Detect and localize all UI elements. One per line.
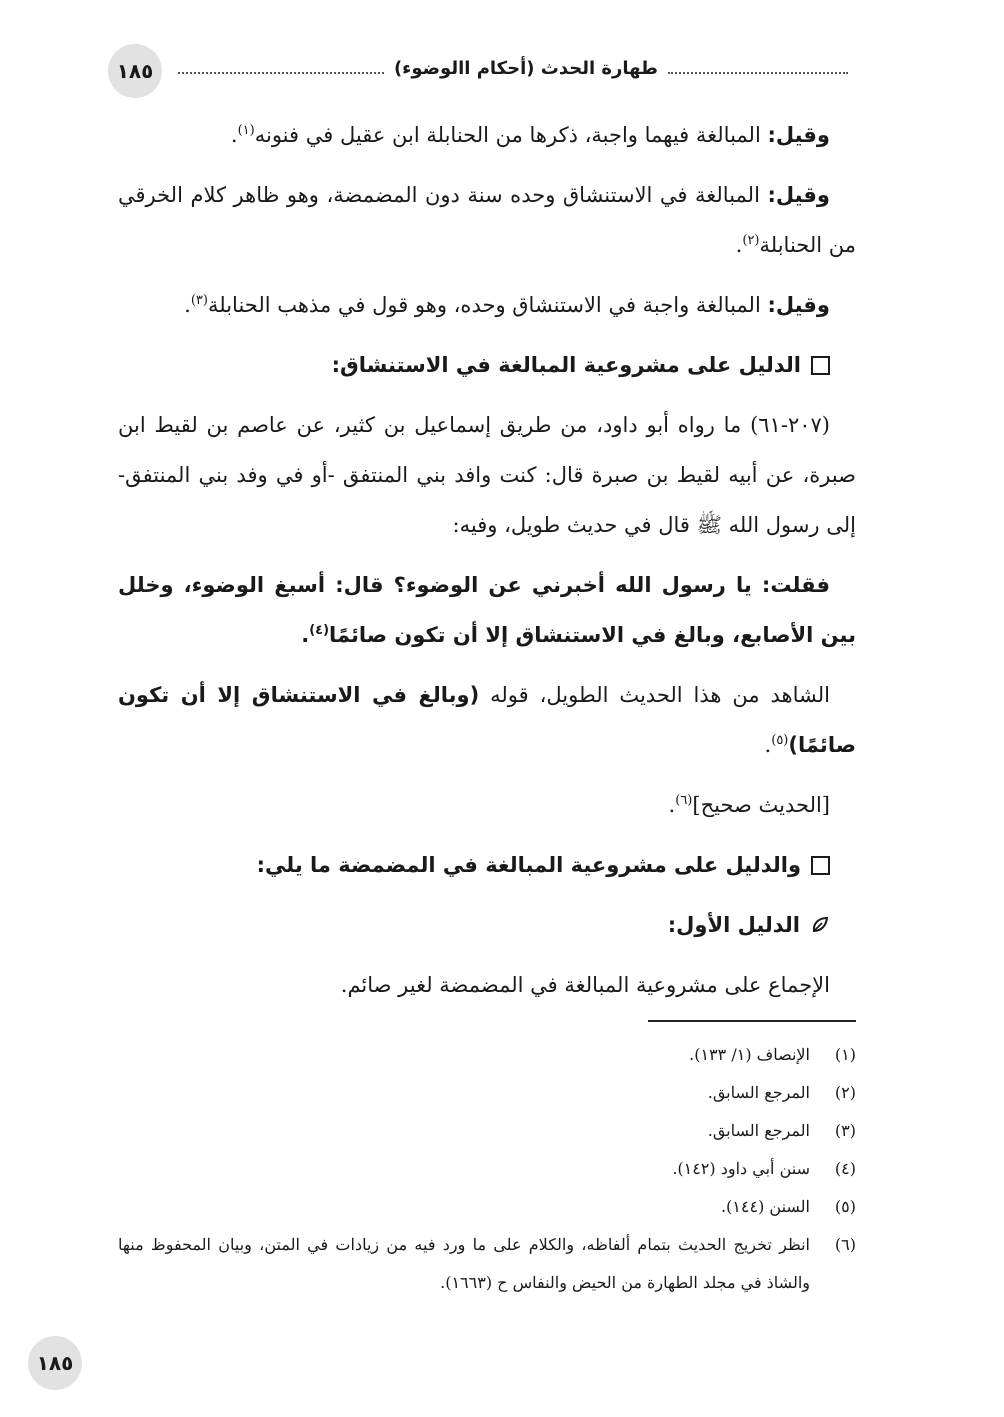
footnote-text: السنن (١٤٤). bbox=[720, 1197, 810, 1216]
paragraph-end: . bbox=[764, 733, 772, 757]
footnote-number: (٥) bbox=[834, 1197, 856, 1216]
checkbox-square-icon bbox=[811, 356, 830, 375]
paragraph-text: الإجماع على مشروعية المبالغة في المضمضة لغير صائم. bbox=[340, 973, 830, 997]
paragraph-text: [الحديث صحيح] bbox=[692, 793, 830, 817]
footnote-text: سنن أبي داود (١٤٢). bbox=[672, 1159, 810, 1178]
footnote-ref[interactable]: (٥) bbox=[771, 733, 789, 748]
footnote-item bbox=[118, 1112, 856, 1150]
header-title-row bbox=[108, 58, 848, 79]
footnote-ref[interactable]: (٢) bbox=[742, 233, 760, 248]
paragraph-lead: وقيل: bbox=[767, 183, 830, 207]
leaf-ornament-icon bbox=[810, 915, 830, 935]
paragraph-end: . bbox=[735, 233, 743, 257]
paragraph-text: الشاهد من هذا الحديث الطويل، قوله bbox=[479, 683, 830, 707]
paragraph-text: المبالغة في الاستنشاق وحده سنة دون المضمضة، وهو ظاهر كلام الخرقي من الحنابلة bbox=[118, 183, 856, 257]
footnote-ref[interactable]: (٦) bbox=[675, 793, 693, 808]
paragraph-end: . bbox=[301, 623, 310, 647]
paragraph-hadith-chain bbox=[118, 400, 856, 550]
heading-text: الدليل على مشروعية المبالغة في الاستنشاق: bbox=[331, 353, 801, 377]
paragraph-hadith-text bbox=[118, 560, 856, 660]
running-header bbox=[108, 44, 848, 98]
footnote-text: المرجع السابق. bbox=[707, 1121, 810, 1140]
header-dotted-leader-left bbox=[178, 72, 384, 74]
paragraph-3 bbox=[118, 280, 856, 330]
footnote-ref[interactable]: (٣) bbox=[190, 293, 208, 308]
paragraph-2 bbox=[118, 170, 856, 270]
paragraph-text: فقلت: يا رسول الله أخبرني عن الوضوء؟ قال: أسبغ الوضوء، وخلل بين الأصابع، وبالغ في الاستنشاق إلا أن تكون صائمًا bbox=[118, 573, 856, 647]
footnote-number: (١) bbox=[834, 1045, 856, 1064]
footnote-number: (٦) bbox=[834, 1235, 856, 1254]
paragraph-lead: وقيل: bbox=[767, 123, 830, 147]
paragraph-lead: وقيل: bbox=[767, 293, 830, 317]
footnote-item bbox=[118, 1036, 856, 1074]
header-dotted-leader-right bbox=[668, 72, 848, 74]
paragraph-end: . bbox=[668, 793, 676, 817]
footnote-item bbox=[118, 1074, 856, 1112]
heading-text: الدليل الأول: bbox=[667, 913, 800, 937]
footnote-text: انظر تخريج الحديث بتمام ألفاظه، والكلام على ما ورد فيه من زيادات في المتن، وبيان المحفوظ منها والشاذ في مجلد الطهارة من الحيض والنفاس ح (١٦٦٣). bbox=[118, 1235, 810, 1292]
quoted-phrase: (وبالغ في الاستنشاق إلا أن تكون صائمًا) bbox=[118, 683, 856, 757]
footnote-ref[interactable]: (٤) bbox=[309, 623, 330, 638]
footnote-number: (٤) bbox=[834, 1159, 856, 1178]
paragraph-grading bbox=[118, 780, 856, 830]
footnotes bbox=[118, 1036, 856, 1302]
paragraph-ijma bbox=[118, 960, 856, 1010]
footnote-item bbox=[118, 1226, 856, 1302]
paragraph-end: . bbox=[230, 123, 238, 147]
footnote-text: الإنصاف (١/ ١٣٣). bbox=[689, 1045, 810, 1064]
heading-text: والدليل على مشروعية المبالغة في المضمضة ما يلي: bbox=[256, 853, 801, 877]
footnote-separator bbox=[648, 1020, 856, 1022]
footnote-ref[interactable]: (١) bbox=[237, 123, 255, 138]
checkbox-square-icon bbox=[811, 856, 830, 875]
paragraph-text: المبالغة فيهما واجبة، ذكرها من الحنابلة ابن عقيل في فنونه bbox=[254, 123, 768, 147]
paragraph-end: . bbox=[184, 293, 191, 317]
footnote-number: (٢) bbox=[834, 1083, 856, 1102]
paragraph-text: (٢٠٧-٦١) ما رواه أبو داود، من طريق إسماعيل بن كثير، عن عاصم بن لقيط ابن صبرة، عن أبيه لقيط بن صبرة قال: كنت وافد بني المنتفق -أو في وفد بني المنتفق- إلى رسول الله ﷺ قال في حديث طويل، وفيه: bbox=[118, 413, 856, 537]
footer-page-number: ١٨٥ bbox=[28, 1336, 82, 1390]
paragraph-evidence bbox=[118, 670, 856, 770]
paragraph-1 bbox=[118, 110, 856, 160]
section-heading-istinshaq bbox=[118, 340, 856, 390]
footnote-number: (٣) bbox=[834, 1121, 856, 1140]
header-page-number: ١٨٥ bbox=[108, 44, 162, 98]
section-heading-madmada bbox=[118, 840, 856, 890]
header-title: طهارة الحدث (أحكام االوضوء) bbox=[393, 58, 658, 79]
main-text bbox=[118, 110, 856, 1020]
footnote-text: المرجع السابق. bbox=[707, 1083, 810, 1102]
subheading-first-evidence bbox=[118, 900, 856, 950]
footnote-item bbox=[118, 1150, 856, 1188]
footnote-item bbox=[118, 1188, 856, 1226]
paragraph-text: المبالغة واجبة في الاستنشاق وحده، وهو قول في مذهب الحنابلة bbox=[207, 293, 768, 317]
